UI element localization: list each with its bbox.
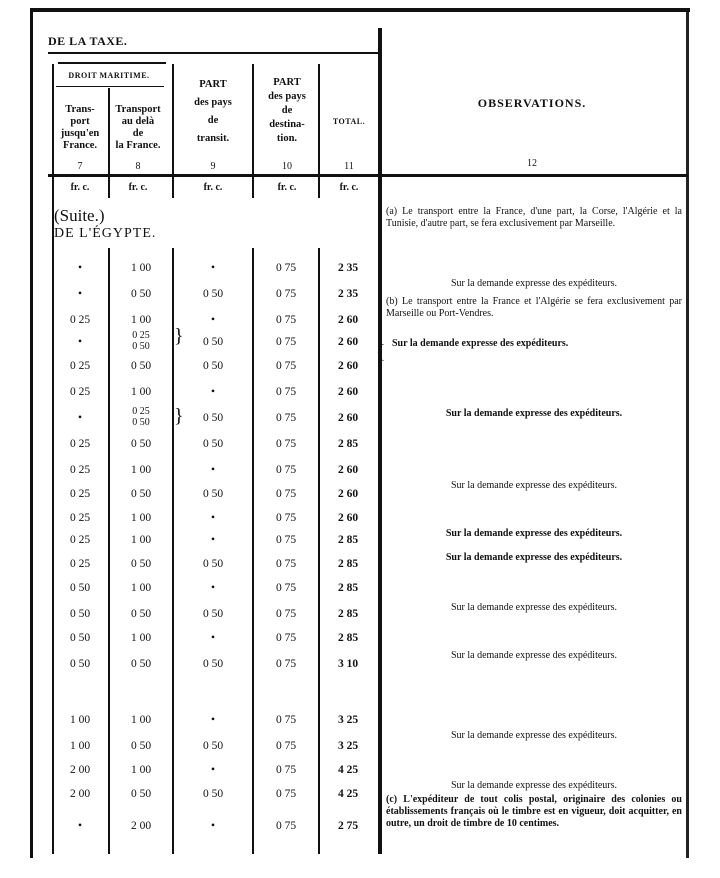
cell-transport-france: 0 25 [69, 512, 91, 524]
cell-total: 2 60 [337, 336, 359, 348]
col8-header: Transport au delà de la France. [115, 104, 161, 151]
cell-transport-france: 0 25 [69, 386, 91, 398]
cell-transit-share: 0 50 [202, 740, 224, 752]
cell-transport-france: 0 50 [69, 632, 91, 644]
table-title: DE LA TAXE. [48, 34, 128, 48]
obs-row-12: Sur la demande expresse des expéditeurs. [445, 528, 623, 539]
cell-total: 2 75 [337, 820, 359, 832]
cell-total: 2 85 [337, 534, 359, 546]
cell-total: 2 35 [337, 288, 359, 300]
cell-destination-share: 0 75 [275, 820, 297, 832]
cell-total: 2 60 [337, 464, 359, 476]
header-rule [58, 62, 166, 64]
col11-unit: fr. c. [339, 182, 359, 193]
obs-row-4: Sur la demande expresse des expéditeurs. [392, 338, 569, 349]
obs-row-21: Sur la demande expresse des expéditeurs. [450, 780, 618, 791]
cell-destination-share: 0 75 [275, 412, 297, 424]
cell-transport-france: 0 50 [69, 582, 91, 594]
cell-destination-share: 0 75 [275, 288, 297, 300]
cell-destination-share: 0 75 [275, 488, 297, 500]
cell-transit-share: 0 50 [202, 438, 224, 450]
observations-header: OBSERVATIONS. [477, 96, 587, 110]
cell-total: 2 85 [337, 558, 359, 570]
cell-destination-share: 0 75 [275, 464, 297, 476]
cell-transport-beyond: 1 00 [130, 764, 152, 776]
cell-total: 2 35 [337, 262, 359, 274]
cell-transit-share: • [210, 764, 216, 776]
cell-transport-beyond: 1 00 [130, 314, 152, 326]
obs-row-7: Sur la demande expresse des expéditeurs. [445, 408, 623, 419]
cell-transport-beyond: 1 00 [130, 386, 152, 398]
cell-transit-share: • [210, 632, 216, 644]
cell-transport-france: 0 25 [69, 558, 91, 570]
cell-transport-beyond: 0 50 [130, 488, 152, 500]
cell-transit-share: • [210, 820, 216, 832]
cell-total: 2 60 [337, 512, 359, 524]
cell-destination-share: 0 75 [275, 788, 297, 800]
left-border [30, 8, 33, 858]
cell-transport-beyond: 0 50 [130, 360, 152, 372]
cell-total: 2 85 [337, 582, 359, 594]
cell-destination-share: 0 75 [275, 714, 297, 726]
cell-destination-share: 0 75 [275, 262, 297, 274]
cell-transit-share: 0 50 [202, 608, 224, 620]
cell-total: 2 60 [337, 360, 359, 372]
note-b: (b) Le transport entre la France et l'Algérie se fera exclusivement par Marseille ou Port-Vendres. [386, 296, 682, 319]
cell-transit-share: • [210, 534, 216, 546]
obs-row-13: Sur la demande expresse des expéditeurs. [445, 552, 623, 563]
col8-unit: fr. c. [128, 182, 148, 193]
col9-header: PART des pays de transit. [194, 79, 232, 144]
cell-transport-france: 0 25 [69, 464, 91, 476]
obs-row-17: Sur la demande expresse des expéditeurs. [450, 650, 618, 661]
col9-number: 9 [210, 161, 216, 172]
col10-number: 10 [282, 161, 292, 172]
cell-destination-share: 0 75 [275, 740, 297, 752]
cell-transit-share: 0 50 [202, 412, 224, 424]
top-border [30, 8, 690, 12]
cell-transport-france: • [77, 412, 83, 424]
col10-unit: fr. c. [277, 182, 297, 193]
cell-transport-france: 0 25 [69, 488, 91, 500]
cell-destination-share: 0 75 [275, 438, 297, 450]
cell-transport-france: 0 50 [69, 608, 91, 620]
column-rule-3a [172, 64, 174, 198]
cell-transport-france: 0 25 [69, 314, 91, 326]
cell-transport-beyond: 1 00 [130, 632, 152, 644]
col7-number: 7 [77, 161, 83, 172]
cell-total: 4 25 [337, 764, 359, 776]
cell-transit-share: • [210, 464, 216, 476]
cell-transit-share: • [210, 314, 216, 326]
cell-transport-beyond: 1 00 [130, 714, 152, 726]
col11-number: 11 [344, 161, 354, 172]
col9-unit: fr. c. [203, 182, 223, 193]
cell-transport-beyond: 0 50 [130, 288, 152, 300]
droit-maritime-header: DROIT MARITIME. [68, 71, 150, 80]
cell-total: 3 25 [337, 714, 359, 726]
cell-destination-share: 0 75 [275, 360, 297, 372]
right-border [686, 12, 689, 858]
column-rule-5a [318, 64, 320, 198]
cell-total: 4 25 [337, 788, 359, 800]
cell-transit-share: 0 50 [202, 288, 224, 300]
header-bottom-rule [48, 174, 378, 177]
cell-transit-share: 0 50 [202, 788, 224, 800]
cell-transit-share: 0 50 [202, 658, 224, 670]
brace-row-4: } [174, 325, 184, 347]
cell-destination-share: 0 75 [275, 608, 297, 620]
cell-destination-share: 0 75 [275, 336, 297, 348]
cell-transit-share: • [210, 582, 216, 594]
cell-transport-beyond: 1 00 [130, 512, 152, 524]
cell-transit-share: 0 50 [202, 336, 224, 348]
cell-total: 2 85 [337, 438, 359, 450]
cell-transit-share: 0 50 [202, 360, 224, 372]
cell-transport-beyond: 0 50 [130, 658, 152, 670]
cell-transport-beyond: 0 50 [130, 438, 152, 450]
title-rule [48, 52, 378, 54]
cell-total: 2 85 [337, 608, 359, 620]
cell-destination-share: 0 75 [275, 658, 297, 670]
cell-transport-beyond: 0 50 [130, 788, 152, 800]
cell-transport-beyond: 1 00 [130, 534, 152, 546]
cell-transport-france: 0 25 [69, 360, 91, 372]
col7-unit: fr. c. [70, 182, 90, 193]
observations-divider [378, 28, 382, 854]
cell-transit-share: 0 50 [202, 558, 224, 570]
cell-transport-france: • [77, 820, 83, 832]
section-country: DE L'ÉGYPTE. [54, 226, 157, 241]
cell-transport-beyond: 1 00 [130, 582, 152, 594]
note-a: (a) Le transport entre la France, d'une part, la Corse, l'Algérie et la Tunisie, d'autre part, se fera exclusivement par Marseille. [386, 206, 682, 229]
column-rule-4a [252, 64, 254, 198]
cell-transit-share: 0 50 [202, 488, 224, 500]
obs-row-15: Sur la demande expresse des expéditeurs. [450, 602, 618, 613]
col7-header: Trans- port jusqu'en France. [60, 104, 100, 151]
cell-destination-share: 0 75 [275, 582, 297, 594]
cell-total: 2 60 [337, 386, 359, 398]
col11-header: TOTAL. [332, 117, 366, 126]
column-rule-2a [108, 88, 110, 198]
cell-transport-france: • [77, 262, 83, 274]
cell-destination-share: 0 75 [275, 534, 297, 546]
cell-transport-beyond: 0 50 [130, 608, 152, 620]
cell-total: 3 10 [337, 658, 359, 670]
cell-transport-france: 0 25 [69, 438, 91, 450]
cell-total: 2 60 [337, 314, 359, 326]
cell-transport-beyond: 0 50 [130, 558, 152, 570]
cell-transport-beyond: 0 25 0 50 [132, 330, 150, 352]
cell-destination-share: 0 75 [275, 558, 297, 570]
obs-brace: { [376, 341, 386, 363]
cell-destination-share: 0 75 [275, 314, 297, 326]
cell-transit-share: • [210, 386, 216, 398]
cell-transport-france: • [77, 288, 83, 300]
cell-destination-share: 0 75 [275, 764, 297, 776]
cell-transport-france: 0 50 [69, 658, 91, 670]
section-suite: (Suite.) [54, 206, 105, 225]
cell-transport-france: 2 00 [69, 788, 91, 800]
cell-total: 2 85 [337, 632, 359, 644]
cell-transit-share: • [210, 714, 216, 726]
document-page [30, 8, 698, 858]
obs-row-2: Sur la demande expresse des expéditeurs. [450, 278, 618, 289]
cell-destination-share: 0 75 [275, 632, 297, 644]
cell-transit-share: • [210, 262, 216, 274]
cell-destination-share: 0 75 [275, 512, 297, 524]
observations-header-rule [382, 174, 688, 177]
cell-total: 2 60 [337, 412, 359, 424]
cell-total: 3 25 [337, 740, 359, 752]
col10-header: PART des pays de destina- tion. [268, 77, 306, 144]
cell-transport-france: 0 25 [69, 534, 91, 546]
droit-maritime-rule [56, 86, 164, 87]
brace-row-7: } [174, 405, 184, 427]
obs-row-19: Sur la demande expresse des expéditeurs. [450, 730, 618, 741]
cell-transport-beyond: 0 50 [130, 740, 152, 752]
cell-destination-share: 0 75 [275, 386, 297, 398]
obs-row-10: Sur la demande expresse des expéditeurs. [450, 480, 618, 491]
cell-transport-beyond: 1 00 [130, 464, 152, 476]
col12-number: 12 [527, 158, 537, 169]
cell-transport-france: • [77, 336, 83, 348]
cell-total: 2 60 [337, 488, 359, 500]
cell-transport-france: 1 00 [69, 714, 91, 726]
column-rule-1 [52, 64, 54, 854]
cell-transport-beyond: 2 00 [130, 820, 152, 832]
note-c: (c) L'expéditeur de tout colis postal, originaire des colonies ou établissements français où le timbre est en vigueur, doit acquitter, en outre, un droit de timbre de 10 centimes. [386, 794, 682, 829]
cell-transit-share: • [210, 512, 216, 524]
col8-number: 8 [135, 161, 141, 172]
cell-transport-france: 2 00 [69, 764, 91, 776]
cell-transport-beyond: 1 00 [130, 262, 152, 274]
cell-transport-beyond: 0 25 0 50 [132, 406, 150, 428]
cell-transport-france: 1 00 [69, 740, 91, 752]
